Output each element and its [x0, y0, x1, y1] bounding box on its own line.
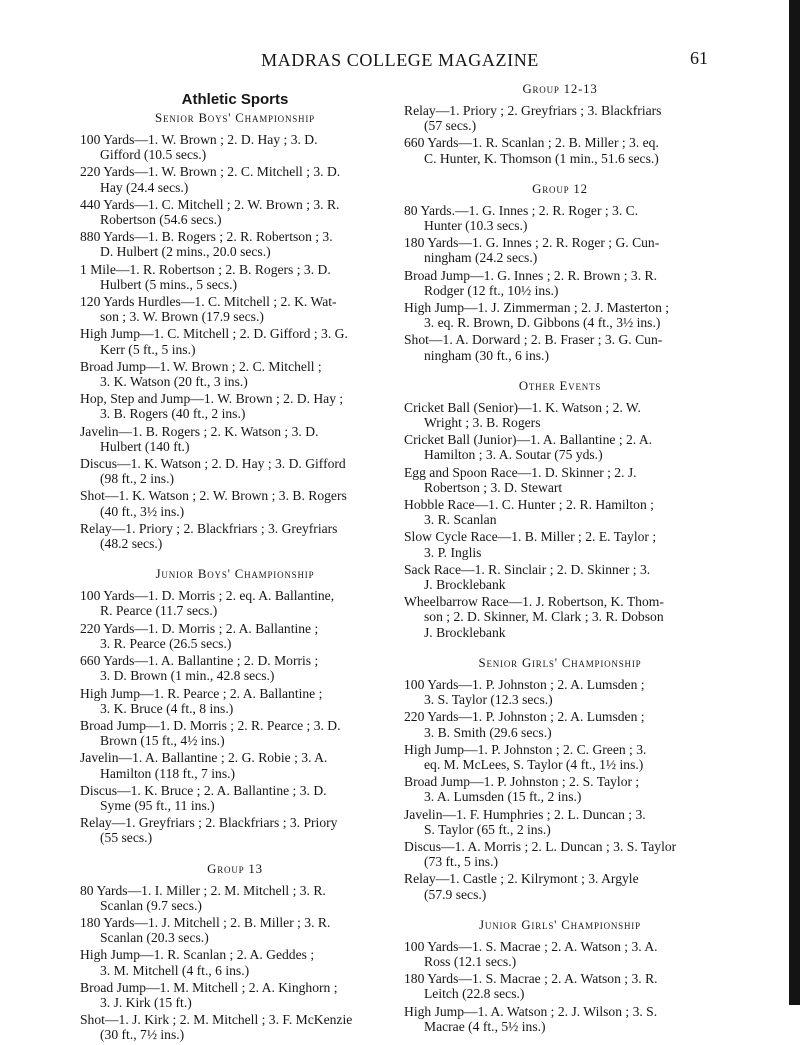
entry-line: 180 Yards—1. G. Innes ; 2. R. Roger ; G. Cun- [404, 235, 660, 251]
entry-line: Sack Race—1. R. Sinclair ; 2. D. Skinner ; 3. [404, 561, 651, 577]
entry-line: Cricket Ball (Junior)—1. A. Ballantine ; 2. A. [404, 432, 653, 448]
running-header: MADRAS COLLEGE MAGAZINE [261, 50, 539, 70]
entry-line: Shot—1. J. Kirk ; 2. M. Mitchell ; 3. F. McKenzie [80, 1012, 353, 1028]
result-entry [80, 424, 390, 454]
entry-line: High Jump—1. P. Johnston ; 2. C. Green ; 3. [404, 741, 647, 757]
entry-continuation-line: 3. R. Scanlan [424, 512, 497, 528]
result-entry [404, 677, 716, 707]
entry-line: Hobble Race—1. C. Hunter ; 2. R. Hamilton ; [404, 497, 654, 513]
entry-continuation-line: Hulbert (5 mins., 5 secs.) [100, 276, 238, 292]
result-entry [404, 774, 716, 804]
entry-line: 880 Yards—1. B. Rogers ; 2. R. Robertson ; 3. [80, 229, 333, 245]
entry-continuation-line: Hay (24.4 secs.) [100, 179, 189, 195]
entry-continuation-line: son ; 3. W. Brown (17.9 secs.) [100, 309, 264, 325]
section-heading-group-12: Group 12 [532, 181, 588, 196]
entry-continuation-line: (57.9 secs.) [424, 886, 487, 902]
entry-line: High Jump—1. A. Watson ; 2. J. Wilson ; 3. S. [404, 1003, 658, 1019]
result-entry [404, 332, 716, 362]
result-entry [404, 300, 716, 330]
section-heading-senior-girls: Senior Girls' Championship [478, 655, 642, 670]
right-column [404, 82, 716, 1036]
entry-line: Relay—1. Priory ; 2. Greyfriars ; 3. Blackfriars [404, 103, 662, 118]
entry-line: 100 Yards—1. D. Morris ; 2. eq. A. Ballantine, [80, 588, 335, 604]
entry-continuation-line: 3. S. Taylor (12.3 secs.) [424, 692, 553, 708]
entry-continuation-line: (30 ft., 7½ ins.) [100, 1027, 185, 1043]
entry-continuation-line: (98 ft., 2 ins.) [100, 471, 175, 487]
entry-continuation-line: 3. B. Smith (29.6 secs.) [424, 724, 552, 740]
section-heading-group-12-13: Group 12-13 [522, 82, 598, 96]
result-entry [404, 268, 716, 298]
result-entry [80, 521, 390, 551]
entry-continuation-line: ningham (30 ft., 6 ins.) [424, 347, 549, 363]
entry-line: High Jump—1. J. Zimmerman ; 2. J. Masterton ; [404, 300, 670, 316]
result-entry [80, 947, 390, 977]
entry-continuation-line: Leitch (22.8 secs.) [424, 986, 525, 1002]
result-entry [80, 488, 390, 518]
result-entry [404, 203, 716, 233]
section-heading-group-13: Group 13 [207, 861, 263, 876]
entry-line: Relay—1. Priory ; 2. Blackfriars ; 3. Greyfriars [80, 520, 338, 536]
entry-line: Discus—1. A. Morris ; 2. L. Duncan ; 3. S. Taylor [404, 838, 677, 854]
group-13-results [80, 883, 390, 1043]
entry-line: Slow Cycle Race—1. B. Miller ; 2. E. Taylor ; [404, 529, 657, 545]
entry-line: Shot—1. A. Dorward ; 2. B. Fraser ; 3. G. Cun- [404, 332, 663, 348]
entry-continuation-line: Hunter (10.3 secs.) [424, 218, 528, 234]
result-entry [80, 621, 390, 651]
entry-line: Wheelbarrow Race—1. J. Robertson, K. Thom- [404, 594, 664, 610]
entry-continuation-line: (73 ft., 5 ins.) [424, 854, 499, 870]
result-entry [80, 132, 390, 162]
entry-line: Javelin—1. B. Rogers ; 2. K. Watson ; 3. D. [80, 423, 319, 439]
entry-continuation-line: 3. R. Pearce (26.5 secs.) [100, 635, 232, 651]
result-entry [404, 939, 716, 969]
other-events-results [404, 400, 716, 640]
entry-line: Broad Jump—1. W. Brown ; 2. C. Mitchell ; [80, 358, 322, 374]
entry-continuation-line: 3. A. Lumsden (15 ft., 2 ins.) [424, 789, 582, 805]
result-entry [80, 229, 390, 259]
senior-boys-results [80, 132, 390, 551]
entry-line: 660 Yards—1. A. Ballantine ; 2. D. Morris ; [80, 653, 319, 669]
result-entry [80, 1012, 390, 1042]
entry-continuation-line: 3. eq. R. Brown, D. Gibbons (4 ft., 3½ ins.) [424, 315, 661, 331]
result-entry [80, 391, 390, 421]
article-title: Athletic Sports [181, 91, 289, 108]
result-entry [80, 456, 390, 486]
result-entry [404, 465, 716, 495]
scan-edge [789, 0, 800, 1005]
entry-line: High Jump—1. R. Scanlan ; 2. A. Geddes ; [80, 947, 315, 963]
result-entry [404, 562, 716, 592]
entry-continuation-line: Hulbert (140 ft.) [100, 438, 190, 454]
entry-continuation-line: 3. B. Rogers (40 ft., 2 ins.) [100, 406, 246, 422]
entry-continuation-line: D. Hulbert (2 mins., 20.0 secs.) [100, 244, 271, 260]
result-entry [80, 326, 390, 356]
result-entry [404, 432, 716, 462]
entry-line: 220 Yards—1. D. Morris ; 2. A. Ballantine ; [80, 620, 319, 636]
entry-continuation-line: Wright ; 3. B. Rogers [424, 415, 541, 431]
entry-continuation-line: J. Brocklebank [424, 624, 506, 640]
entry-continuation-line: Scanlan (9.7 secs.) [100, 897, 202, 913]
entry-line: Javelin—1. F. Humphries ; 2. L. Duncan ; 3. [404, 806, 646, 822]
entry-line: Javelin—1. A. Ballantine ; 2. G. Robie ; 3. A. [80, 750, 328, 766]
entry-line: 80 Yards—1. I. Miller ; 2. M. Mitchell ; 3. R. [80, 882, 326, 898]
entry-line: Broad Jump—1. G. Innes ; 2. R. Brown ; 3. R. [404, 267, 657, 283]
section-heading-other-events: Other Events [518, 378, 602, 393]
result-entry [404, 1004, 716, 1034]
entry-continuation-line: S. Taylor (65 ft., 2 ins.) [424, 821, 551, 837]
entry-continuation-line: (55 secs.) [100, 830, 153, 846]
result-entry [404, 103, 716, 133]
result-entry [404, 497, 716, 527]
entry-line: High Jump—1. C. Mitchell ; 2. D. Gifford ; 3. G. [80, 326, 348, 342]
entry-continuation-line: Brown (15 ft., 4½ ins.) [100, 733, 225, 749]
entry-line: 100 Yards—1. S. Macrae ; 2. A. Watson ; 3. A. [404, 938, 658, 954]
entry-line: Broad Jump—1. M. Mitchell ; 2. A. Kinghorn ; [80, 979, 338, 995]
section-heading-senior-boys: Senior Boys' Championship [155, 111, 315, 125]
result-entry [404, 871, 716, 901]
entry-line: Discus—1. K. Watson ; 2. D. Hay ; 3. D. Gifford [80, 456, 346, 472]
entry-continuation-line: 3. J. Kirk (15 ft.) [100, 994, 192, 1010]
entry-line: 180 Yards—1. J. Mitchell ; 2. B. Miller ; 3. R. [80, 914, 331, 930]
result-entry [404, 594, 716, 640]
section-heading-junior-girls: Junior Girls' Championship [479, 917, 641, 932]
entry-continuation-line: Ross (12.1 secs.) [424, 953, 517, 969]
entry-continuation-line: Macrae (4 ft., 5½ ins.) [424, 1018, 546, 1034]
left-column [80, 82, 390, 1045]
entry-continuation-line: son ; 2. D. Skinner, M. Clark ; 3. R. Dobson [424, 609, 664, 625]
result-entry [80, 815, 390, 845]
entry-line: Shot—1. K. Watson ; 2. W. Brown ; 3. B. Rogers [80, 488, 347, 504]
result-entry [80, 588, 390, 618]
page-number: 61 [690, 48, 708, 68]
entry-line: 660 Yards—1. R. Scanlan ; 2. B. Miller ; 3. eq. [404, 135, 659, 151]
entry-continuation-line: Robertson (54.6 secs.) [100, 212, 222, 228]
result-entry [404, 400, 716, 430]
entry-continuation-line: 3. M. Mitchell (4 ft., 6 ins.) [100, 962, 250, 978]
entry-continuation-line: 3. D. Brown (1 min., 42.8 secs.) [100, 668, 275, 684]
entry-continuation-line: Hamilton ; 3. A. Soutar (75 yds.) [424, 447, 603, 463]
entry-continuation-line: 3. K. Watson (20 ft., 3 ins.) [100, 374, 248, 390]
result-entry [80, 915, 390, 945]
entry-line: 440 Yards—1. C. Mitchell ; 2. W. Brown ; 3. R. [80, 196, 340, 212]
result-entry [80, 883, 390, 913]
entry-continuation-line: R. Pearce (11.7 secs.) [100, 603, 218, 619]
result-entry [404, 807, 716, 837]
entry-line: 180 Yards—1. S. Macrae ; 2. A. Watson ; 3. R. [404, 971, 658, 987]
entry-line: 120 Yards Hurdles—1. C. Mitchell ; 2. K. Wat- [80, 294, 337, 310]
result-entry [404, 839, 716, 869]
entry-continuation-line: ningham (24.2 secs.) [424, 250, 538, 266]
entry-continuation-line: C. Hunter, K. Thomson (1 min., 51.6 secs.) [424, 150, 659, 166]
result-entry [404, 971, 716, 1001]
result-entry [404, 135, 716, 165]
result-entry [404, 529, 716, 559]
result-entry [80, 359, 390, 389]
result-entry [80, 783, 390, 813]
senior-girls-results [404, 677, 716, 902]
entry-line: 100 Yards—1. W. Brown ; 2. D. Hay ; 3. D. [80, 132, 318, 147]
result-entry [80, 294, 390, 324]
result-entry [404, 709, 716, 739]
entry-line: Relay—1. Castle ; 2. Kilrymont ; 3. Argyle [404, 871, 639, 887]
result-entry [80, 718, 390, 748]
entry-continuation-line: Scanlan (20.3 secs.) [100, 930, 209, 946]
entry-line: 220 Yards—1. P. Johnston ; 2. A. Lumsden ; [404, 709, 645, 725]
entry-line: High Jump—1. R. Pearce ; 2. A. Ballantine ; [80, 685, 323, 701]
entry-line: 100 Yards—1. P. Johnston ; 2. A. Lumsden ; [404, 676, 645, 692]
entry-continuation-line: Rodger (12 ft., 10½ ins.) [424, 282, 559, 298]
result-entry [80, 686, 390, 716]
result-entry [80, 164, 390, 194]
entry-continuation-line: J. Brocklebank [424, 577, 506, 593]
junior-girls-results [404, 939, 716, 1034]
result-entry [80, 197, 390, 227]
entry-line: Broad Jump—1. D. Morris ; 2. R. Pearce ; 3. D. [80, 717, 341, 733]
entry-continuation-line: Robertson ; 3. D. Stewart [424, 479, 563, 495]
entry-continuation-line: eq. M. McLees, S. Taylor (4 ft., 1½ ins.) [424, 756, 644, 772]
entry-continuation-line: (57 secs.) [424, 118, 477, 134]
entry-continuation-line: Syme (95 ft., 11 ins.) [100, 797, 215, 813]
result-entry [80, 980, 390, 1010]
group-12-results [404, 203, 716, 363]
entry-line: 80 Yards.—1. G. Innes ; 2. R. Roger ; 3. C. [404, 202, 639, 218]
group-12-13-results [404, 103, 716, 166]
result-entry [404, 742, 716, 772]
entry-continuation-line: (40 ft., 3½ ins.) [100, 503, 185, 519]
entry-line: Cricket Ball (Senior)—1. K. Watson ; 2. W. [404, 399, 641, 415]
entry-line: Hop, Step and Jump—1. W. Brown ; 2. D. Hay ; [80, 391, 344, 407]
entry-line: Relay—1. Greyfriars ; 2. Blackfriars ; 3. Priory [80, 815, 338, 831]
result-entry [404, 235, 716, 265]
junior-boys-results [80, 588, 390, 845]
entry-line: Broad Jump—1. P. Johnston ; 2. S. Taylor ; [404, 774, 640, 790]
result-entry [80, 750, 390, 780]
entry-line: Discus—1. K. Bruce ; 2. A. Ballantine ; 3. D. [80, 782, 327, 798]
result-entry [80, 262, 390, 292]
entry-line: Egg and Spoon Race—1. D. Skinner ; 2. J. [404, 464, 637, 480]
entry-line: 1 Mile—1. R. Robertson ; 2. B. Rogers ; 3. D. [80, 261, 331, 277]
entry-continuation-line: (48.2 secs.) [100, 536, 163, 552]
entry-continuation-line: 3. K. Bruce (4 ft., 8 ins.) [100, 700, 234, 716]
entry-continuation-line: Hamilton (118 ft., 7 ins.) [100, 765, 236, 781]
entry-continuation-line: Kerr (5 ft., 5 ins.) [100, 341, 196, 357]
result-entry [80, 653, 390, 683]
entry-continuation-line: Gifford (10.5 secs.) [100, 147, 207, 163]
entry-line: 220 Yards—1. W. Brown ; 2. C. Mitchell ; 3. D. [80, 164, 341, 180]
section-heading-junior-boys: Junior Boys' Championship [155, 567, 315, 582]
entry-continuation-line: 3. P. Inglis [424, 544, 482, 560]
